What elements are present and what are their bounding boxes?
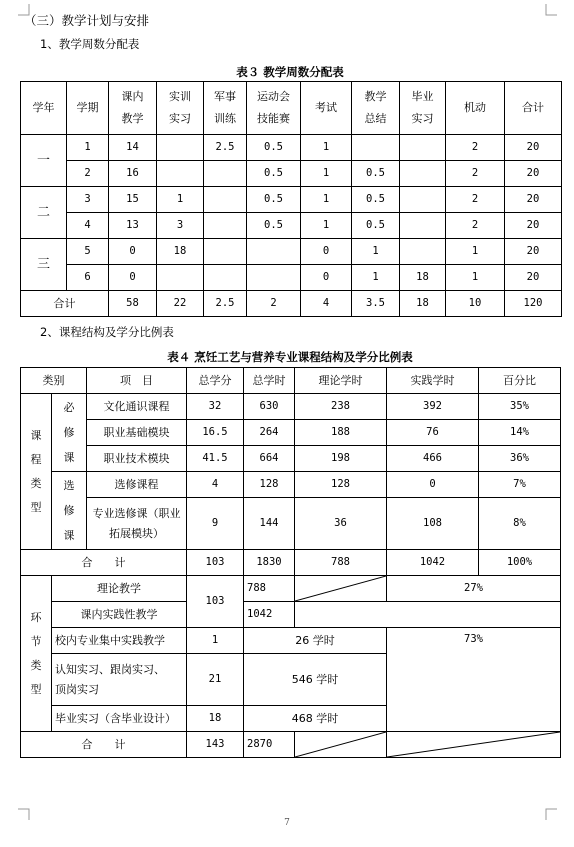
weeks-cell: 2 — [446, 161, 505, 187]
course-type-label: 课 程 类 型 — [21, 394, 52, 550]
graduation-credits: 18 — [187, 706, 244, 732]
table3-header: 课内 教学 — [109, 82, 157, 135]
theory-hours: 788 — [244, 576, 295, 602]
total-weeks-cell: 4 — [301, 291, 352, 317]
internship-credits: 21 — [187, 654, 244, 706]
weeks-cell — [400, 213, 446, 239]
subsection-structure-title: 2、课程结构及学分比例表 — [40, 325, 174, 339]
practice-percent: 73% — [387, 628, 561, 732]
table3-header: 军事 训练 — [204, 82, 247, 135]
course-practice: 392 — [387, 394, 479, 420]
table3-header: 实训 实习 — [157, 82, 204, 135]
course-name: 职业技术模块 — [87, 446, 187, 472]
weeks-cell — [157, 265, 204, 291]
course-hours: 128 — [244, 472, 295, 498]
table3-caption: 表３ 教学周数分配表 — [236, 65, 344, 79]
weeks-cell: 1 — [446, 265, 505, 291]
theory-teaching-label: 理论教学 — [52, 576, 187, 602]
table3-header: 机动 — [446, 82, 505, 135]
weeks-cell — [204, 265, 247, 291]
weeks-cell: 0.5 — [352, 187, 400, 213]
semester-cell: 6 — [67, 265, 109, 291]
course-name: 职业基础模块 — [87, 420, 187, 446]
course-credits: 9 — [187, 498, 244, 550]
course-percent: 36% — [479, 446, 561, 472]
header-percentage: 百分比 — [479, 368, 561, 394]
course-theory: 36 — [295, 498, 387, 550]
weeks-cell: 20 — [505, 239, 562, 265]
elective-label: 选 修 课 — [52, 472, 87, 550]
subtotal-credits: 103 — [187, 550, 244, 576]
weeks-cell: 20 — [505, 135, 562, 161]
table3-header: 教学 总结 — [352, 82, 400, 135]
section-title: （三）教学计划与安排 — [24, 13, 150, 28]
weeks-cell — [247, 239, 301, 265]
weeks-cell: 0.5 — [352, 213, 400, 239]
academic-year-cell: 二 — [21, 187, 67, 239]
course-practice: 76 — [387, 420, 479, 446]
course-name: 选修课程 — [87, 472, 187, 498]
weeks-cell: 14 — [109, 135, 157, 161]
subsection-weeks-title: 1、教学周数分配表 — [40, 37, 140, 51]
weeks-cell — [204, 239, 247, 265]
graduation-internship-label: 毕业实习（含毕业设计） — [52, 706, 187, 732]
campus-practice-label: 校内专业集中实践教学 — [52, 628, 187, 654]
weeks-cell — [400, 161, 446, 187]
weeks-cell — [204, 187, 247, 213]
course-percent: 35% — [479, 394, 561, 420]
blank-diagonal-cell — [387, 732, 561, 758]
course-percent: 8% — [479, 498, 561, 550]
weeks-cell: 1 — [301, 213, 352, 239]
weeks-cell: 0.5 — [352, 161, 400, 187]
weeks-cell — [352, 135, 400, 161]
weeks-cell: 0.5 — [247, 187, 301, 213]
practice-teaching-label: 课内实践性教学 — [52, 602, 187, 628]
link-type-label: 环 节 类 型 — [21, 576, 52, 732]
table3-header: 合计 — [505, 82, 562, 135]
subtotal-label: 合 计 — [21, 550, 187, 576]
table3-header: 运动会 技能赛 — [247, 82, 301, 135]
weeks-cell: 1 — [352, 265, 400, 291]
campus-credits: 1 — [187, 628, 244, 654]
weeks-cell: 2 — [446, 213, 505, 239]
practice-hours: 1042 — [244, 602, 295, 628]
table3-header: 学期 — [67, 82, 109, 135]
weeks-cell: 0.5 — [247, 213, 301, 239]
weeks-cell: 20 — [505, 213, 562, 239]
subtotal-theory: 788 — [295, 550, 387, 576]
grand-total-credits: 143 — [187, 732, 244, 758]
course-theory: 128 — [295, 472, 387, 498]
graduation-hours: 468 学时 — [244, 706, 387, 732]
crop-mark-top-right — [545, 4, 557, 16]
table3-total-label: 合计 — [21, 291, 109, 317]
table3-header: 毕业 实习 — [400, 82, 446, 135]
weeks-cell: 0.5 — [247, 161, 301, 187]
academic-year-cell: 一 — [21, 135, 67, 187]
header-category: 类别 — [21, 368, 87, 394]
course-theory: 238 — [295, 394, 387, 420]
weeks-cell: 0 — [109, 239, 157, 265]
semester-cell: 5 — [67, 239, 109, 265]
course-credits: 41.5 — [187, 446, 244, 472]
teaching-credits: 103 — [187, 576, 244, 628]
table3-header: 考试 — [301, 82, 352, 135]
weeks-cell: 0.5 — [247, 135, 301, 161]
weeks-cell: 1 — [157, 187, 204, 213]
weeks-cell: 3 — [157, 213, 204, 239]
total-weeks-cell: 2.5 — [204, 291, 247, 317]
weeks-cell: 15 — [109, 187, 157, 213]
course-practice: 0 — [387, 472, 479, 498]
header-practice-hours: 实践学时 — [387, 368, 479, 394]
total-weeks-cell: 10 — [446, 291, 505, 317]
subtotal-practice: 1042 — [387, 550, 479, 576]
weeks-cell: 20 — [505, 187, 562, 213]
weeks-cell — [400, 187, 446, 213]
header-total-credits: 总学分 — [187, 368, 244, 394]
semester-cell: 1 — [67, 135, 109, 161]
course-credits: 32 — [187, 394, 244, 420]
required-label: 必 修 课 — [52, 394, 87, 472]
course-practice: 108 — [387, 498, 479, 550]
table3-header: 学年 — [21, 82, 67, 135]
page-number: 7 — [284, 818, 290, 828]
weeks-cell — [400, 135, 446, 161]
weeks-cell: 1 — [301, 161, 352, 187]
weeks-cell: 2 — [446, 135, 505, 161]
academic-year-cell: 三 — [21, 239, 67, 291]
header-theory-hours: 理论学时 — [295, 368, 387, 394]
weeks-cell: 0 — [301, 265, 352, 291]
weeks-cell — [157, 135, 204, 161]
weeks-cell: 2 — [446, 187, 505, 213]
course-hours: 144 — [244, 498, 295, 550]
course-name: 文化通识课程 — [87, 394, 187, 420]
subtotal-percent: 100% — [479, 550, 561, 576]
weeks-cell: 20 — [505, 161, 562, 187]
semester-cell: 2 — [67, 161, 109, 187]
weeks-cell: 0 — [301, 239, 352, 265]
course-structure-table — [20, 367, 561, 758]
weeks-cell: 18 — [157, 239, 204, 265]
weeks-cell — [204, 161, 247, 187]
course-name: 专业选修课（职业 拓展模块） — [87, 498, 187, 550]
theory-percent: 27% — [387, 576, 561, 602]
blank-diagonal-cell — [295, 732, 387, 758]
weeks-cell — [204, 213, 247, 239]
course-percent: 7% — [479, 472, 561, 498]
weeks-cell — [157, 161, 204, 187]
course-hours: 664 — [244, 446, 295, 472]
course-hours: 264 — [244, 420, 295, 446]
weeks-cell: 1 — [446, 239, 505, 265]
grand-total-hours: 2870 — [244, 732, 295, 758]
weeks-cell — [400, 239, 446, 265]
internship-label: 认知实习、跟岗实习、 顶岗实习 — [52, 654, 187, 706]
course-percent: 14% — [479, 420, 561, 446]
campus-hours: 26 学时 — [244, 628, 387, 654]
weeks-cell: 0 — [109, 265, 157, 291]
empty-cell — [295, 602, 561, 628]
table4-caption: 表４ 烹饪工艺与营养专业课程结构及学分比例表 — [167, 350, 413, 364]
grand-total-label: 合 计 — [21, 732, 187, 758]
total-weeks-cell: 22 — [157, 291, 204, 317]
course-practice: 466 — [387, 446, 479, 472]
weeks-cell: 13 — [109, 213, 157, 239]
header-total-hours: 总学时 — [244, 368, 295, 394]
total-weeks-cell: 58 — [109, 291, 157, 317]
semester-cell: 3 — [67, 187, 109, 213]
internship-hours: 546 学时 — [244, 654, 387, 706]
weeks-cell: 16 — [109, 161, 157, 187]
course-hours: 630 — [244, 394, 295, 420]
subtotal-hours: 1830 — [244, 550, 295, 576]
weeks-cell — [247, 265, 301, 291]
total-weeks-cell: 18 — [400, 291, 446, 317]
course-credits: 16.5 — [187, 420, 244, 446]
weeks-cell: 1 — [301, 187, 352, 213]
total-weeks-cell: 2 — [247, 291, 301, 317]
semester-cell: 4 — [67, 213, 109, 239]
total-weeks-cell: 120 — [505, 291, 562, 317]
weeks-cell: 2.5 — [204, 135, 247, 161]
weeks-allocation-table — [20, 81, 562, 317]
course-credits: 4 — [187, 472, 244, 498]
weeks-cell: 1 — [301, 135, 352, 161]
weeks-cell: 20 — [505, 265, 562, 291]
course-theory: 188 — [295, 420, 387, 446]
course-theory: 198 — [295, 446, 387, 472]
header-item: 项 目 — [87, 368, 187, 394]
weeks-cell: 1 — [352, 239, 400, 265]
total-weeks-cell: 3.5 — [352, 291, 400, 317]
blank-diagonal-cell — [295, 576, 387, 602]
weeks-cell: 18 — [400, 265, 446, 291]
